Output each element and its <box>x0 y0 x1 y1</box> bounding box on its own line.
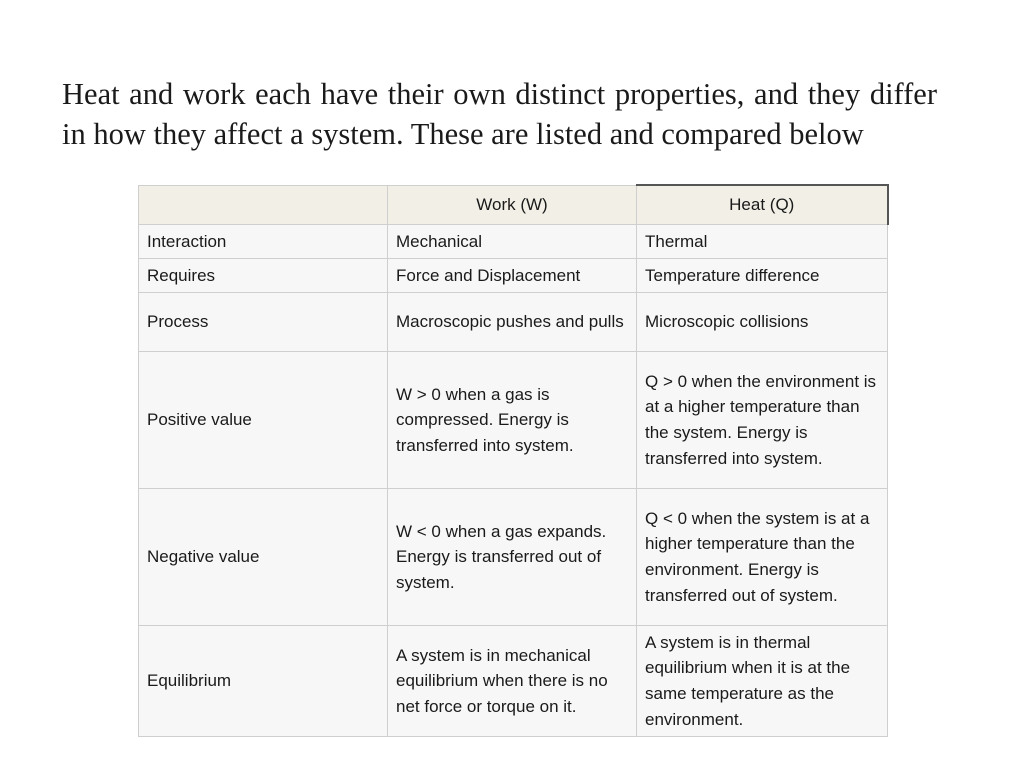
row-label: Requires <box>139 259 388 293</box>
work-cell: Force and Displacement <box>388 259 637 293</box>
comparison-table <box>138 184 889 737</box>
work-cell: Macroscopic pushes and pulls <box>388 293 637 352</box>
header-empty-cell <box>139 185 388 225</box>
heat-cell: Microscopic collisions <box>637 293 888 352</box>
table-row <box>139 259 888 293</box>
row-label: Positive value <box>139 352 388 489</box>
heat-cell: Temperature difference <box>637 259 888 293</box>
table-row <box>139 293 888 352</box>
table-row <box>139 352 888 489</box>
work-cell: Mechanical <box>388 225 637 259</box>
row-label: Process <box>139 293 388 352</box>
heat-cell: A system is in thermal equilibrium when it is at the same temperature as the environment. <box>637 626 888 737</box>
table-row <box>139 489 888 626</box>
table-row <box>139 626 888 737</box>
heat-cell: Q < 0 when the system is at a higher temperature than the environment. Energy is transferred out of system. <box>637 489 888 626</box>
row-label: Equilibrium <box>139 626 388 737</box>
heat-cell: Thermal <box>637 225 888 259</box>
row-label: Negative value <box>139 489 388 626</box>
table-row <box>139 225 888 259</box>
work-cell: W > 0 when a gas is compressed. Energy is transferred into system. <box>388 352 637 489</box>
header-work: Work (W) <box>388 185 637 225</box>
header-heat: Heat (Q) <box>637 185 888 225</box>
work-cell: A system is in mechanical equilibrium when there is no net force or torque on it. <box>388 626 637 737</box>
table-header-row <box>139 185 888 225</box>
heat-cell: Q > 0 when the environment is at a higher temperature than the system. Energy is transferred into system. <box>637 352 888 489</box>
row-label: Interaction <box>139 225 388 259</box>
work-cell: W < 0 when a gas expands. Energy is transferred out of system. <box>388 489 637 626</box>
intro-paragraph: Heat and work each have their own distinct properties, and they differ in how they affect a system. These are listed and compared below <box>62 76 937 151</box>
